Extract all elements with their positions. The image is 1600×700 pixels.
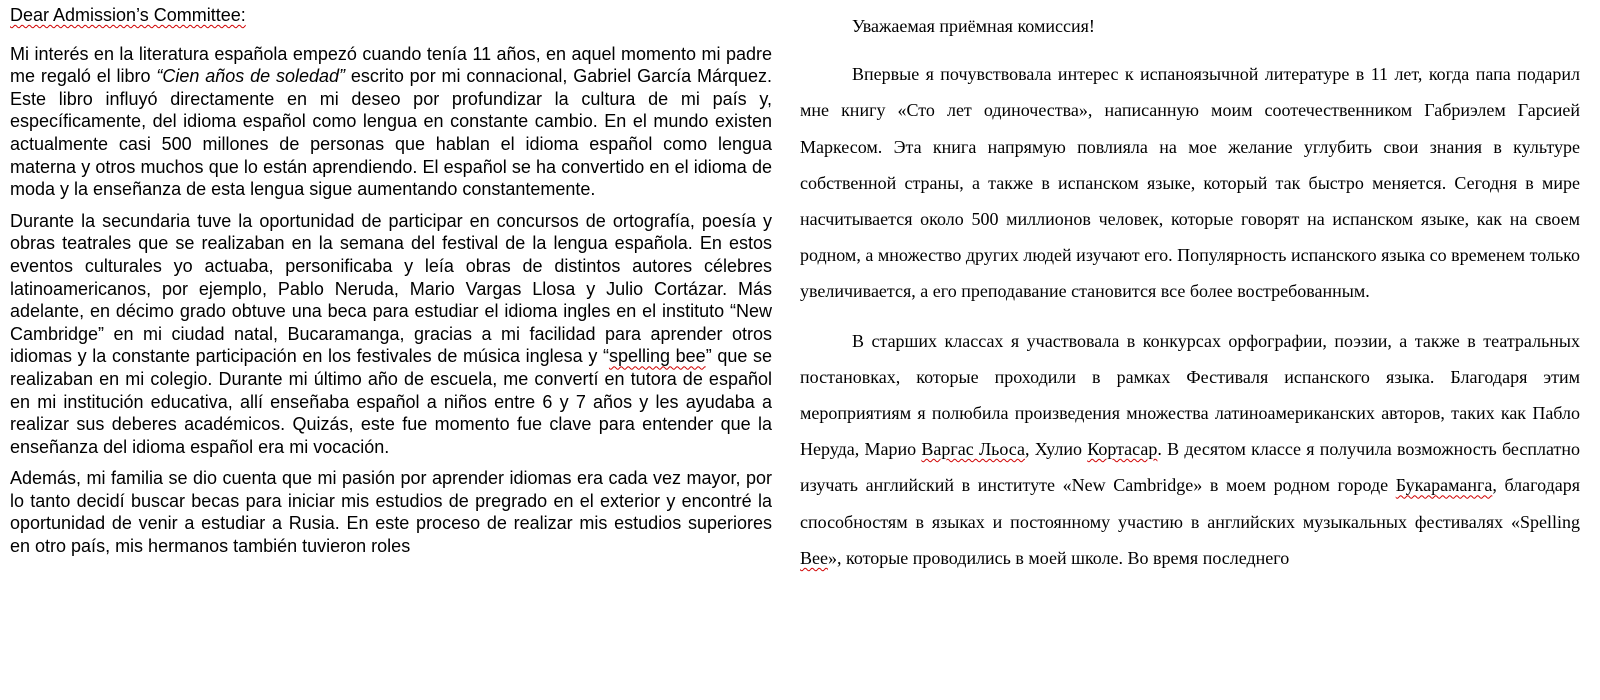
book-title: “Cien años de soledad” <box>156 66 345 87</box>
spellcheck-mark: Bee <box>800 547 828 568</box>
russian-greeting: Уважаемая приёмная комиссия! <box>852 16 1095 36</box>
spellcheck-mark: Букараманга <box>1395 475 1493 496</box>
spanish-greeting: Dear Admission’s Committee: <box>10 5 246 25</box>
spellcheck-mark: Кортасар <box>1087 439 1158 460</box>
spellcheck-mark: spelling bee <box>608 346 706 367</box>
russian-paragraph-2: В старших классах я участвовала в конкурсах орфографии, поэзии, а также в театральных постановках, которые проходили в рамках Фестиваля испанского языка. Благодаря этим мероприятиям я полюбила произведения множества латиноамериканских авторов, таких как Пабло Неруда, Марио Варгас Льоса, Хулио Кортасар. В десятом классе я получила возможность бесплатно изучать английский в институте «New Cambridge» в моем родном городе Букараманга, благодаря способностям в языках и постоянному участию в английских музыкальных фестивалях «Spelling Bee», которые проводились в моей школе. Во время последнего <box>800 330 1580 568</box>
spellcheck-mark: Варгас Льоса <box>921 439 1026 460</box>
russian-paragraph-1: Впервые я почувствовала интерес к испаноязычной литературе в 11 лет, когда папа подарил мне книгу «Сто лет одиночества», написанную моим соотечественником Габриэлем Гарсией Маркесом. Эта книга напрямую повлияла на мое желание углубить свои знания в культуре собственной страны, а также в испанском языке, который так быстро меняется. Сегодня в мире насчитывается около 500 миллионов человек, которые говорят на испанском языке, как на своем родном, а множество других людей изучают его. Популярность испанского языка со временем только увеличивается, а его преподавание становится все более востребованным. <box>800 64 1580 302</box>
russian-letter <box>800 8 1580 589</box>
spanish-paragraph-3: Además, mi familia se dio cuenta que mi pasión por aprender idiomas era cada vez mayor, por lo tanto decidí buscar becas para iniciar mis estudios de pregrado en el exterior y encontré la oportunidad de venir a estudiar a Rusia. En este proceso de realizar mis estudios superiores en otro país, mis hermanos también tuvieron roles <box>10 468 772 557</box>
spanish-paragraph-2: Durante la secundaria tuve la oportunidad de participar en concursos de ortografía, poesía y obras teatrales que se realizaban en la semana del festival de la lengua española. En estos eventos culturales yo actuaba, personificaba y leía obras de distintos autores célebres latinoamericanos, por ejemplo, Pablo Neruda, Mario Vargas Llosa y Julio Cortázar. Más adelante, en décimo grado obtuve una beca para estudiar el idioma ingles en el instituto “New Cambridge” en mi ciudad natal, Bucaramanga, gracias a mi facilidad para aprender otros idiomas y la constante participación en los festivales de música inglesa y “spelling bee” que se realizaban en mi colegio. Durante mi último año de escuela, me convertí en tutora de español en mi institución educativa, allí enseñaba español a niños entre 6 y 7 años y les ayudaba a realizar sus deberes académicos. Quizás, este fue momento fue clave para entender que la enseñanza del idioma español era mi vocación. <box>10 210 773 457</box>
spanish-paragraph-1: Mi interés en la literatura española empezó cuando tenía 11 años, en aquel momento mi padre me regaló el libro “Cien años de soledad” escrito por mi connacional, Gabriel García Márquez. Este libro influyó directamente en mi deseo por profundizar la cultura de mi país y, específicamente, del idioma español como lengua en constante cambio. En el mundo existen actualmente casi 500 millones de personas que hablan el idioma español como lengua materna y otros muchos que lo están aprendiendo. El español se ha convertido en el idioma de moda y la enseñanza de esta lengua sigue aumentando constantemente. <box>10 43 772 200</box>
spanish-letter <box>10 4 772 567</box>
